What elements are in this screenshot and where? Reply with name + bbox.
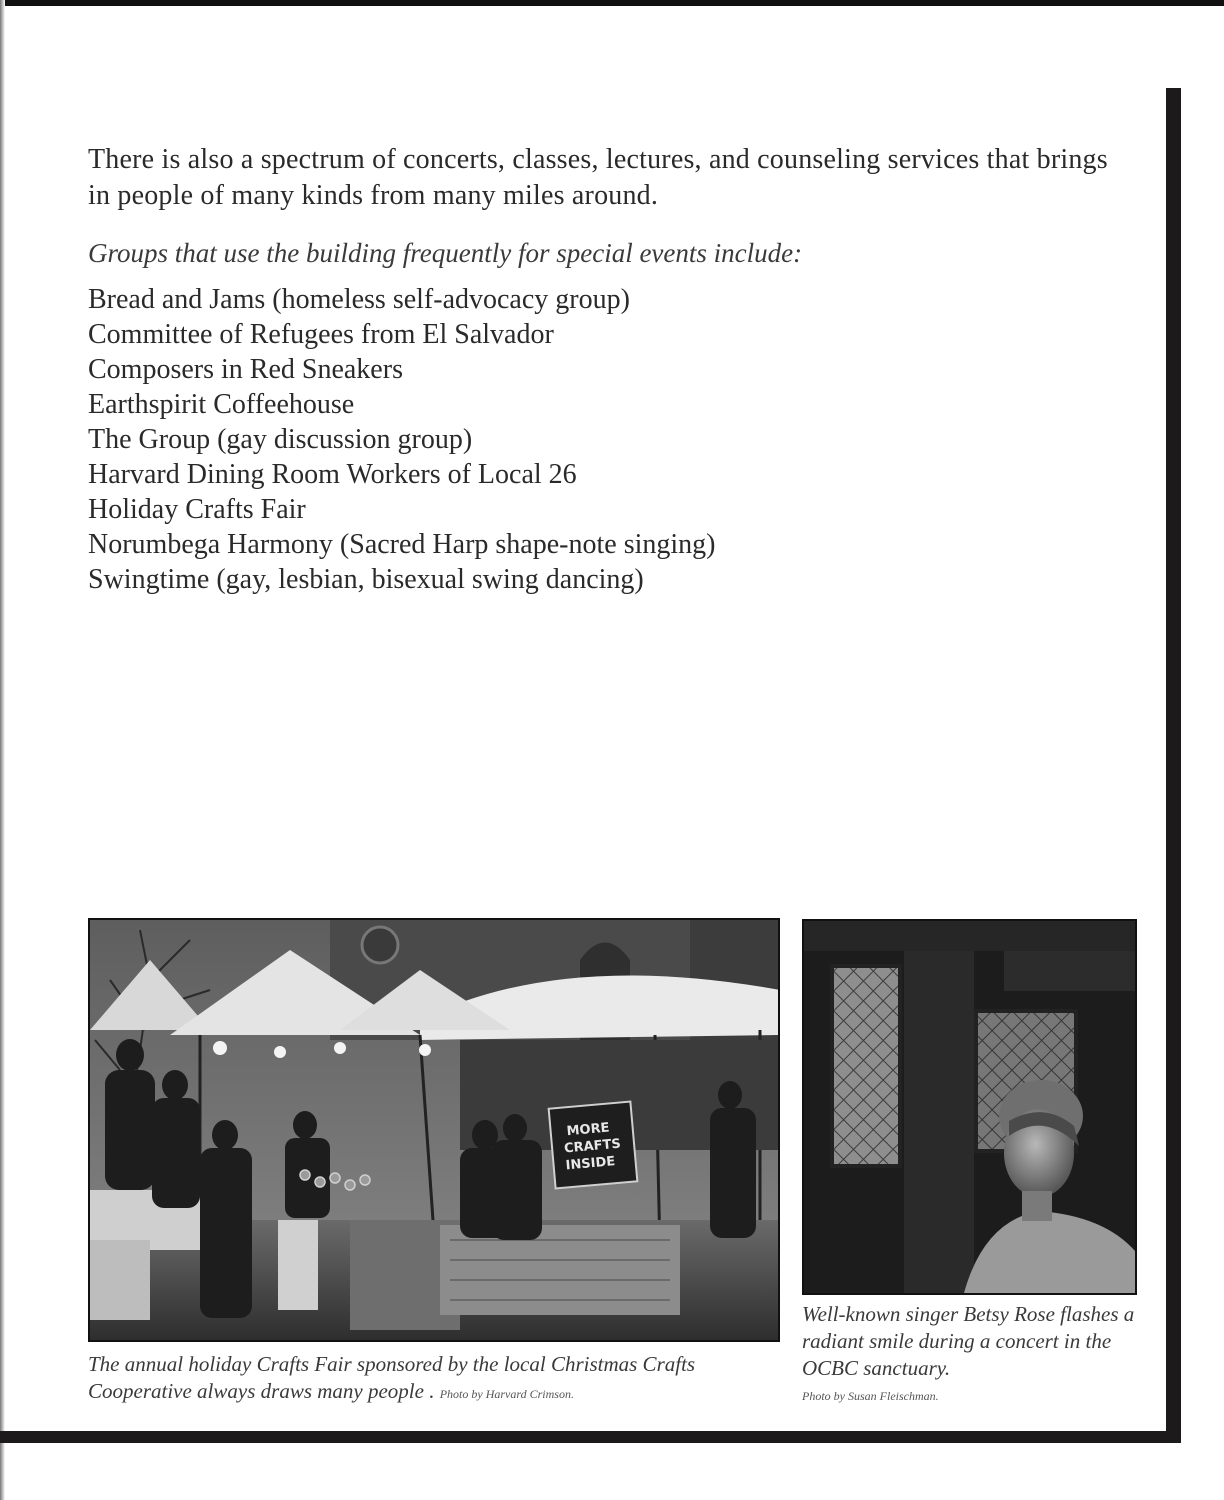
caption-text: Well-known singer Betsy Rose flashes a radiant smile during a concert in the OCBC sanctuary. bbox=[802, 1302, 1135, 1380]
singer-photo bbox=[802, 919, 1137, 1295]
group-item: Harvard Dining Room Workers of Local 26 bbox=[88, 459, 577, 490]
bottom-border-rule bbox=[0, 1431, 1181, 1443]
group-item: Norumbega Harmony (Sacred Harp shape-note singing) bbox=[88, 529, 716, 560]
caption-text: The annual holiday Crafts Fair sponsored by the local Christmas Crafts Cooperative always draws many people . bbox=[88, 1352, 696, 1403]
group-item: Composers in Red Sneakers bbox=[88, 354, 403, 385]
groups-heading: Groups that use the building frequently for special events include: bbox=[88, 238, 803, 268]
singer-caption bbox=[802, 1301, 1142, 1406]
right-border-rule bbox=[1166, 88, 1181, 1443]
group-item: Committee of Refugees from El Salvador bbox=[88, 319, 554, 350]
groups-list bbox=[88, 282, 1108, 597]
sign-text-line: MORE bbox=[566, 1120, 611, 1140]
main-text bbox=[88, 142, 1108, 597]
group-item: Bread and Jams (homeless self-advocacy group) bbox=[88, 284, 630, 315]
group-item: Holiday Crafts Fair bbox=[88, 494, 306, 525]
intro-paragraph: There is also a spectrum of concerts, classes, lectures, and counseling services that brings in people of many kinds from many miles around. bbox=[88, 144, 1108, 211]
page-left-edge bbox=[0, 0, 5, 1500]
group-item: The Group (gay discussion group) bbox=[88, 424, 473, 455]
sign-text-line: INSIDE bbox=[565, 1154, 616, 1174]
group-item: Earthspirit Coffeehouse bbox=[88, 389, 355, 420]
page-top-edge bbox=[0, 0, 1224, 6]
sign-text-line: CRAFTS bbox=[563, 1136, 622, 1157]
crafts-fair-caption bbox=[88, 1351, 788, 1408]
group-item: Swingtime (gay, lesbian, bisexual swing dancing) bbox=[88, 564, 644, 595]
photo-credit: Photo by Harvard Crimson. bbox=[439, 1387, 574, 1401]
photo-credit: Photo by Susan Fleischman. bbox=[802, 1389, 939, 1403]
crafts-fair-photo bbox=[88, 918, 780, 1342]
